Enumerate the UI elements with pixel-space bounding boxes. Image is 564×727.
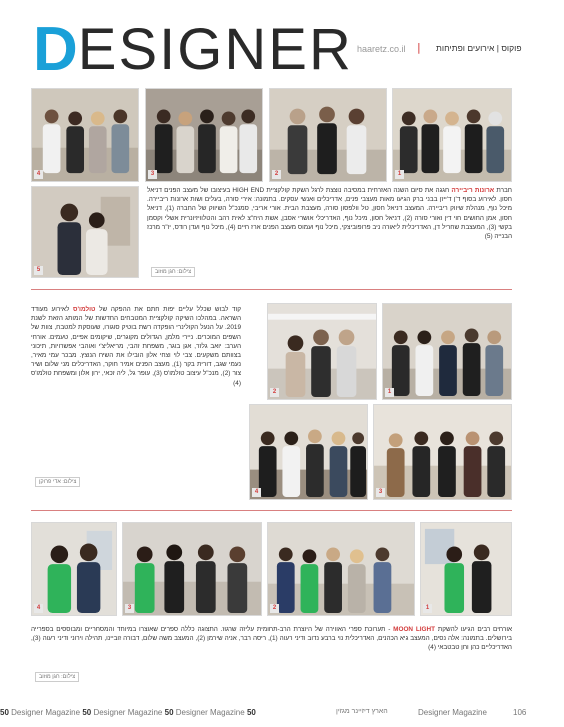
footer-mag-name: Designer Magazine xyxy=(175,708,245,717)
section-divider xyxy=(31,289,512,290)
event-photo xyxy=(249,404,368,500)
caption-paragraph xyxy=(31,305,241,475)
event-photo xyxy=(267,303,377,400)
event-photo xyxy=(122,522,262,616)
photo-number: 4 xyxy=(34,170,43,179)
magazine-logo xyxy=(33,15,353,84)
event-photo xyxy=(31,186,139,278)
logo-word: ESIGNER xyxy=(77,17,353,82)
photo-number: 2 xyxy=(270,604,279,613)
caption-lead: חברת xyxy=(496,187,513,194)
footer-number: 50 xyxy=(246,708,256,717)
photo-number: 2 xyxy=(272,170,281,179)
caption-lead: קוד לבוש שכלל עליים יפות חתם את ההפקה של xyxy=(99,306,241,313)
footer-repeat xyxy=(0,708,256,717)
section-divider xyxy=(31,510,512,511)
brand-highlight: MOON LIGHT xyxy=(393,626,436,633)
photo-number: 3 xyxy=(125,604,134,613)
site-url: haaretz.co.il xyxy=(357,44,406,54)
photo-number: 3 xyxy=(376,488,385,497)
photo-credit: צילום: חגן מוזוב xyxy=(35,672,79,682)
event-photo xyxy=(269,88,387,182)
brand-highlight: טולמו'ס xyxy=(73,306,96,313)
event-photo xyxy=(420,522,512,616)
photo-number: 3 xyxy=(148,170,157,179)
photo-number: 1 xyxy=(395,170,404,179)
caption-body: חגגה את סיום השנה האזרחית במסיבה נוצצת לרגל השקת קולקציית HIGH END בעיצובו של מעצב הפנים דניאל חסון. לאירוע בסוף ד'ן ד'ייזן בבני ברק הגיעו מאות מעצבי פנים, אדריכלים ואנשי עסקים. בתמונה: אירי סורה, בעלים ושות ארונות ריביירה. מיכל נוף, מנהלת שיווק ריביירה. המעצב דניאל חסון, טל וולפסון סורה, מעצבת הבית. אורי אריבי, סמנכ"ל השיווק של החברה (1), דניאל חסון, אמן החושים חוי דין ואורי סורה (2), דניאל חסון, מיכל נוף, האדריכלי אושרי אסבן, אשת היח"צ לאית רהב והטלוויזיונרית אשלי וקסמן בקשי (3), המעצבת שחריל דן, האדריכלית ליאורה ניב פרופוביצקי, מיכל נוף ועמוס מעצב הפנים ארז חיים (4), מיכל נוף ועדן רודס, יו"ר מרכז הבנייה (5) xyxy=(147,187,513,241)
event-photo xyxy=(392,88,512,182)
photo-number: 2 xyxy=(270,388,279,397)
section-label: פוקוס | אירועים ופתיחות xyxy=(436,43,522,53)
photo-number: 5 xyxy=(34,266,43,275)
event-photo xyxy=(373,404,512,500)
footer-number: 50 xyxy=(82,708,92,717)
photo-credit: צילום: חגן מוזוב xyxy=(151,267,195,277)
logo-initial: D xyxy=(33,15,78,84)
footer-mag-name: Designer Magazine xyxy=(11,708,81,717)
footer-number: 50 xyxy=(0,708,9,717)
caption-body: - תערוכת ספרי האווירה של היוצרת הרב-תחומית עליזה שרגוז. התצוגה כללה ספרים שאוצרו במיוחד והמסחריים ומבוססים בספרייה בירושלים. בתמונה: אלה נסים, המעצב גיא הכהנים, האדריכלית נוי ברבע נדוב ודיני רעוה (1), ריסה רבר, אניה שירמן (2), המעצב משה שלום, דבורה זוביינו, תהילה וירוני ודיני רעוה (3), האדריכליים כהן וחן טבטבאי (4) xyxy=(31,626,512,652)
event-photo xyxy=(145,88,263,182)
caption-body: לאירוע מעודד השראה. במהלכו השיקה קולקציית המטבחים החדשות של המותג הזאת לשנת 2019. על הנעל הקולינרי הופקדה רשת בוטיק סוגורו, שעוסקת למטבח, צוות של השפים המוכרים. ניירי מלמן, הגדולים מקוגרים, שיקומים אפיים, טעמים. אורחי הערב: יואב גלזר, אגן בוגר, משפחת זהבי, מריאליצ'י ואוהבי אפשרויות, תיכוני בצוותם משקעים. צבי לוי וצחי אלון הובילו את השיח הנוצץ. מבכר עמי מאיר, נעמי שגב, דורית בקר (1), מעצב הפנים אמיר חוקר, האדריכלים מני שלום ושיר צור (2), מנכ"ל עיצוב טולמו'ס (3), עופר גל, ליה זכאי, ירון אלון ומשפחת טולמו'ס (4) xyxy=(31,306,241,387)
photo-credit: צילום: אדי פרוקן xyxy=(35,477,80,487)
header-separator: | xyxy=(417,41,421,54)
event-photo xyxy=(31,522,117,616)
photo-number: 1 xyxy=(423,604,432,613)
footer-magazine: Designer Magazine xyxy=(418,708,487,717)
caption-paragraph xyxy=(147,186,512,264)
brand-highlight: ארונות ריביירה xyxy=(451,187,495,194)
caption-lead: אורחים רבים הגיעו להשקת xyxy=(437,626,513,633)
event-photo xyxy=(267,522,415,616)
event-photo xyxy=(382,303,512,400)
footer-number: 50 xyxy=(164,708,174,717)
event-photo xyxy=(31,88,139,182)
photo-number: 1 xyxy=(385,388,394,397)
page-number: 106 xyxy=(513,708,527,717)
photo-number: 4 xyxy=(34,604,43,613)
footer-publication: הארץ דיזיינר מגזין xyxy=(336,708,388,715)
photo-number: 4 xyxy=(252,488,261,497)
footer-mag-name: Designer Magazine xyxy=(93,708,163,717)
caption-paragraph xyxy=(31,625,512,669)
